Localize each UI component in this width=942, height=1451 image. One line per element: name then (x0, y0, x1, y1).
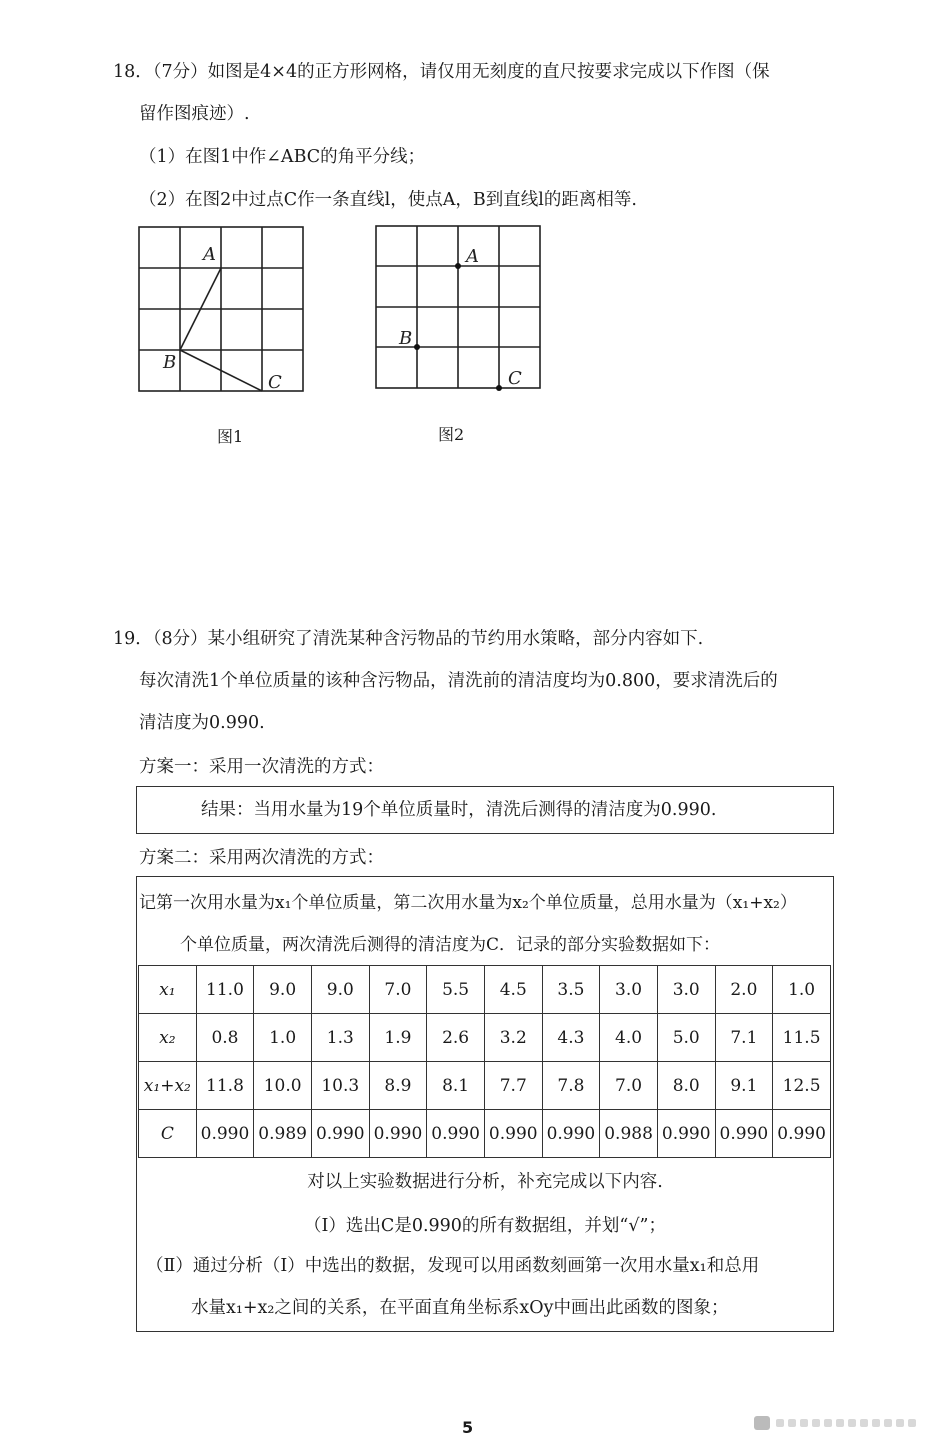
table-cell: 12.5 (773, 1062, 831, 1110)
fig1-label-c: C (268, 372, 282, 393)
table-cell: 2.0 (715, 966, 773, 1014)
table-cell: 0.990 (427, 1110, 485, 1158)
page-scroll-indicator[interactable] (752, 1410, 928, 1436)
table-cell: 0.990 (484, 1110, 542, 1158)
q18-title-line2: 留作图痕迹）. (139, 104, 250, 124)
table-cell: 8.1 (427, 1062, 485, 1110)
experiment-data-table (138, 965, 831, 1158)
point-a (455, 263, 461, 269)
table-cell: 4.0 (600, 1014, 658, 1062)
table-cell: 0.990 (196, 1110, 254, 1158)
fig1-label-b: B (163, 352, 177, 373)
fig2-label-c: C (508, 368, 522, 389)
table-cell: 11.0 (196, 966, 254, 1014)
table-row-x2 (139, 1014, 831, 1062)
page-number: 5 (462, 1418, 474, 1437)
fig1-label-a: A (203, 244, 216, 265)
table-cell: 7.8 (542, 1062, 600, 1110)
table-cell: 4.5 (484, 966, 542, 1014)
q19-intro-line1: 每次清洗1个单位质量的该种含污物品，清洗前的清洁度均为0.800，要求清洗后的 (139, 671, 778, 691)
table-cell: 0.990 (657, 1110, 715, 1158)
table-cell: 9.0 (254, 966, 312, 1014)
table-cell: 0.988 (600, 1110, 658, 1158)
table-cell: 7.0 (369, 966, 427, 1014)
table-cell: 9.0 (311, 966, 369, 1014)
table-cell: 3.0 (657, 966, 715, 1014)
table-cell: 0.989 (254, 1110, 312, 1158)
table-cell: 0.990 (773, 1110, 831, 1158)
table-cell: 0.990 (542, 1110, 600, 1158)
row-header-x1: x₁ (139, 966, 197, 1014)
table-cell: 7.7 (484, 1062, 542, 1110)
q18-part2: （2）在图2中过点C作一条直线l，使点A，B到直线l的距离相等. (139, 190, 637, 210)
table-cell: 9.1 (715, 1062, 773, 1110)
plan-2-desc-line1: 记第一次用水量为x₁个单位质量，第二次用水量为x₂个单位质量，总用水量为（x₁+x₂） (139, 893, 797, 913)
fig2-label-b: B (399, 328, 413, 349)
point-c (496, 385, 502, 391)
table-cell: 7.1 (715, 1014, 773, 1062)
plan-1-label: 方案一：采用一次清洗的方式： (139, 757, 384, 777)
plan-2-desc-line2: 个单位质量，两次清洗后测得的清洁度为C．记录的部分实验数据如下： (180, 935, 721, 955)
result-text: 结果：当用水量为19个单位质量时，清洗后测得的清洁度为0.990. (201, 800, 717, 820)
result-box (136, 786, 834, 834)
table-cell: 2.6 (427, 1014, 485, 1062)
fig2-label-a: A (466, 246, 479, 267)
analysis-prompt: 对以上实验数据进行分析，补充完成以下内容. (307, 1172, 663, 1192)
task-1: （Ⅰ）选出C是0.990的所有数据组，并划“√”； (304, 1216, 666, 1236)
task-2-line2: 水量x₁+x₂之间的关系，在平面直角坐标系xOy中画出此函数的图象； (191, 1298, 729, 1318)
table-cell: 8.9 (369, 1062, 427, 1110)
table-row-sum (139, 1062, 831, 1110)
q18-part1: （1）在图1中作∠ABC的角平分线； (139, 147, 426, 167)
table-cell: 1.0 (773, 966, 831, 1014)
table-cell: 11.8 (196, 1062, 254, 1110)
table-cell: 10.3 (311, 1062, 369, 1110)
table-cell: 0.990 (715, 1110, 773, 1158)
table-cell: 3.0 (600, 966, 658, 1014)
table-cell: 3.5 (542, 966, 600, 1014)
table-cell: 1.0 (254, 1014, 312, 1062)
table-cell: 0.990 (369, 1110, 427, 1158)
table-cell: 10.0 (254, 1062, 312, 1110)
table-cell: 0.8 (196, 1014, 254, 1062)
table-row-x1 (139, 966, 831, 1014)
point-b (414, 344, 420, 350)
figure-2-caption: 图2 (438, 425, 465, 444)
table-cell: 8.0 (657, 1062, 715, 1110)
row-header-sum: x₁+x₂ (139, 1062, 197, 1110)
table-cell: 0.990 (311, 1110, 369, 1158)
table-cell: 1.9 (369, 1014, 427, 1062)
table-cell: 1.3 (311, 1014, 369, 1062)
table-cell: 5.5 (427, 966, 485, 1014)
task-2-line1: （Ⅱ）通过分析（Ⅰ）中选出的数据，发现可以用函数刻画第一次用水量x₁和总用 (146, 1256, 760, 1276)
figure-1-caption: 图1 (217, 427, 244, 446)
figure-1-grid (130, 218, 320, 398)
row-header-c: C (139, 1110, 197, 1158)
table-cell: 11.5 (773, 1014, 831, 1062)
table-cell: 3.2 (484, 1014, 542, 1062)
figure-2-grid (367, 218, 557, 398)
table-cell: 4.3 (542, 1014, 600, 1062)
q19-title: 19．（8分）某小组研究了清洗某种含污物品的节约用水策略，部分内容如下. (113, 629, 704, 649)
table-cell: 5.0 (657, 1014, 715, 1062)
table-row-c (139, 1110, 831, 1158)
row-header-x2: x₂ (139, 1014, 197, 1062)
q19-intro-line2: 清洁度为0.990. (139, 713, 265, 733)
plan-2-label: 方案二：采用两次清洗的方式： (139, 848, 384, 868)
table-cell: 7.0 (600, 1062, 658, 1110)
q18-title-line1: 18．（7分）如图是4×4的正方形网格，请仅用无刻度的直尺按要求完成以下作图（保 (113, 62, 770, 82)
